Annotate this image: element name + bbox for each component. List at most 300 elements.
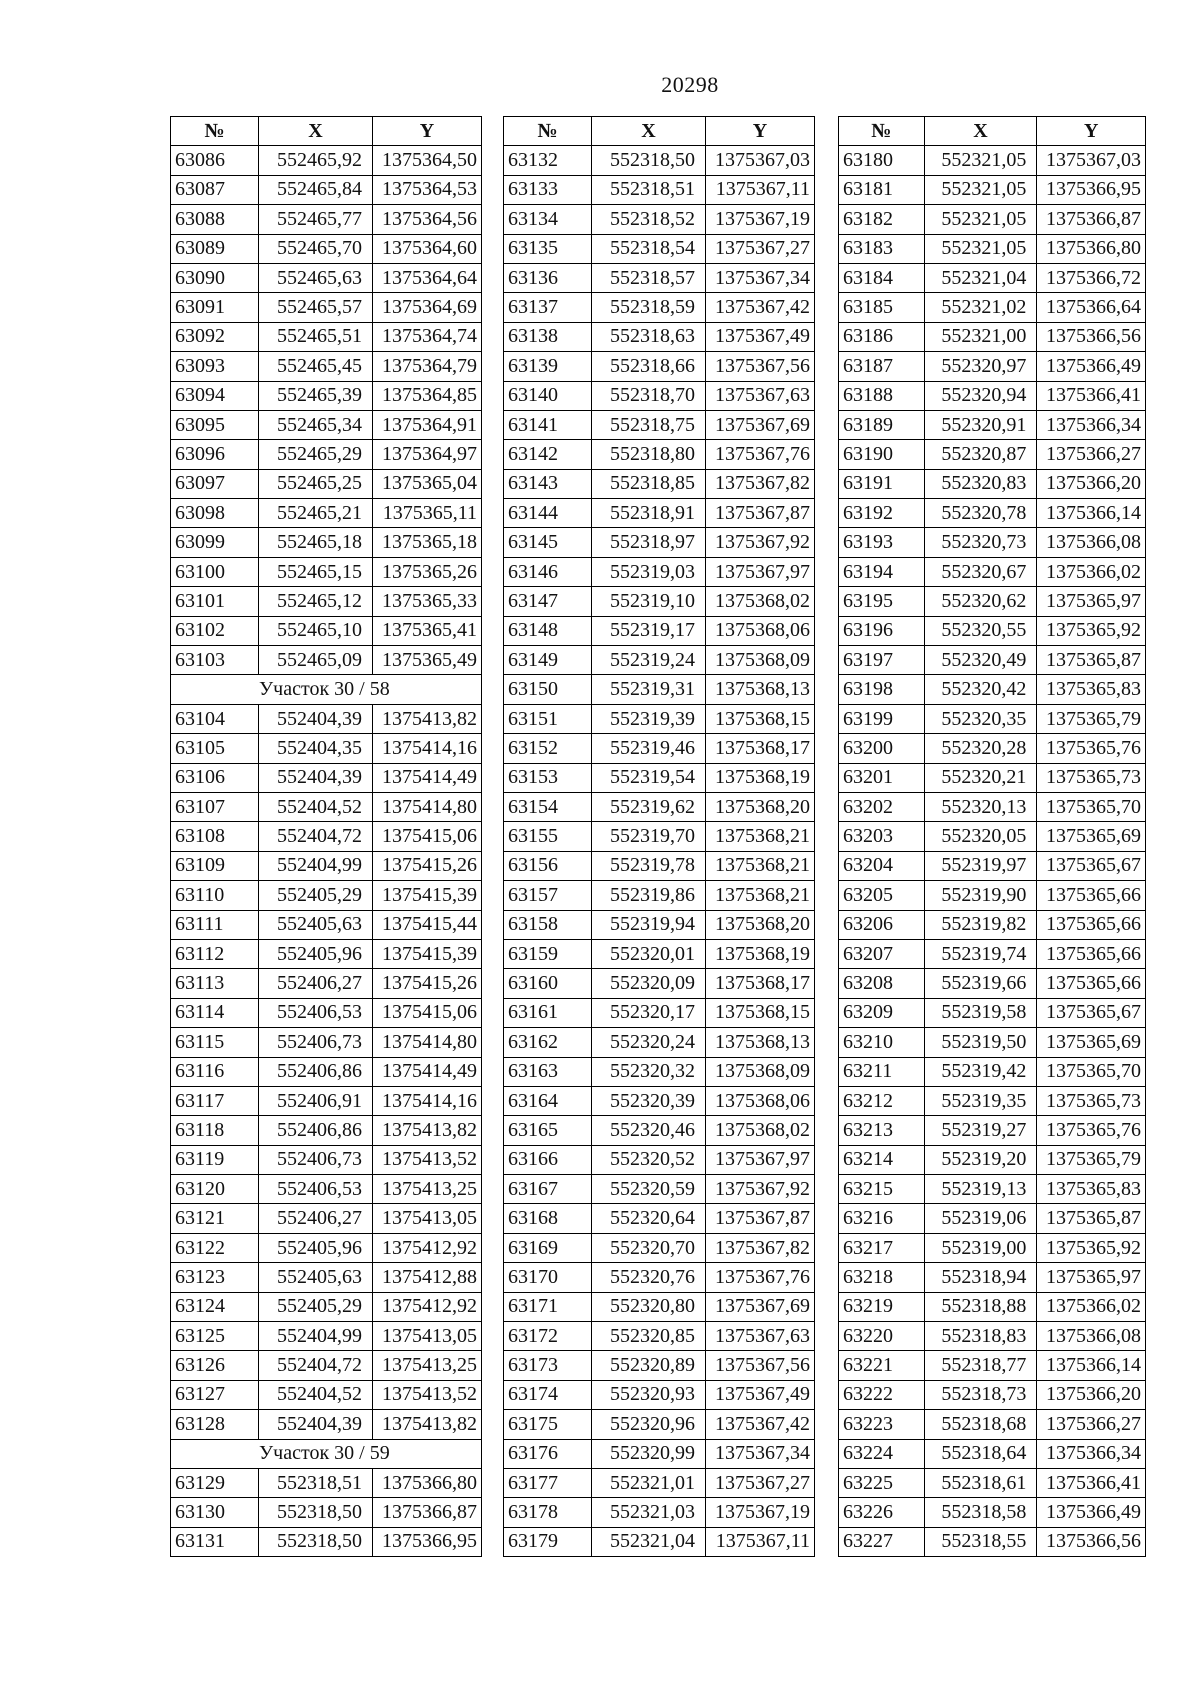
table-row xyxy=(171,557,482,586)
coord-x: 552318,88 xyxy=(924,1292,1037,1321)
coord-y: 1375413,82 xyxy=(373,704,482,733)
coord-x: 552319,20 xyxy=(924,1145,1037,1174)
point-number: 63181 xyxy=(839,175,925,204)
point-number: 63146 xyxy=(504,557,592,586)
coord-y: 1375368,19 xyxy=(706,939,815,968)
table-row xyxy=(504,146,815,175)
coord-y: 1375367,03 xyxy=(1037,146,1146,175)
header-x: X xyxy=(924,117,1037,146)
coord-x: 552404,99 xyxy=(259,851,373,880)
coord-y: 1375367,19 xyxy=(706,1498,815,1527)
coord-y: 1375365,66 xyxy=(1037,939,1146,968)
coord-x: 552318,75 xyxy=(592,410,706,439)
point-number: 63180 xyxy=(839,146,925,175)
coord-x: 552318,57 xyxy=(592,263,706,292)
coord-x: 552320,91 xyxy=(924,410,1037,439)
point-number: 63133 xyxy=(504,175,592,204)
coord-y: 1375365,97 xyxy=(1037,1263,1146,1292)
coord-x: 552321,02 xyxy=(924,293,1037,322)
point-number: 63206 xyxy=(839,910,925,939)
point-number: 63217 xyxy=(839,1233,925,1262)
coord-x: 552465,10 xyxy=(259,616,373,645)
point-number: 63203 xyxy=(839,822,925,851)
table-row xyxy=(504,528,815,557)
point-number: 63132 xyxy=(504,146,592,175)
table-row xyxy=(171,1116,482,1145)
coord-y: 1375368,13 xyxy=(706,675,815,704)
point-number: 63174 xyxy=(504,1380,592,1409)
table-row xyxy=(839,939,1146,968)
table-row xyxy=(839,1263,1146,1292)
table-row xyxy=(839,763,1146,792)
coord-y: 1375365,18 xyxy=(373,528,482,557)
header-row xyxy=(839,117,1146,146)
point-number: 63121 xyxy=(171,1204,259,1233)
point-number: 63113 xyxy=(171,969,259,998)
coord-y: 1375364,69 xyxy=(373,293,482,322)
point-number: 63173 xyxy=(504,1351,592,1380)
coord-y: 1375367,42 xyxy=(706,1410,815,1439)
table-row xyxy=(171,822,482,851)
table-row xyxy=(839,557,1146,586)
coord-y: 1375368,21 xyxy=(706,822,815,851)
table-row xyxy=(839,1028,1146,1057)
coord-x: 552318,97 xyxy=(592,528,706,557)
table-row xyxy=(504,1292,815,1321)
coord-x: 552319,00 xyxy=(924,1233,1037,1262)
point-number: 63122 xyxy=(171,1233,259,1262)
point-number: 63134 xyxy=(504,205,592,234)
point-number: 63101 xyxy=(171,587,259,616)
coord-y: 1375413,05 xyxy=(373,1204,482,1233)
coord-y: 1375367,87 xyxy=(706,499,815,528)
table-row xyxy=(839,1292,1146,1321)
coord-x: 552318,50 xyxy=(259,1527,373,1556)
coord-y: 1375364,56 xyxy=(373,205,482,234)
point-number: 63209 xyxy=(839,998,925,1027)
point-number: 63182 xyxy=(839,205,925,234)
coord-x: 552318,80 xyxy=(592,440,706,469)
table-row xyxy=(839,469,1146,498)
coord-x: 552321,03 xyxy=(592,1498,706,1527)
table-row xyxy=(171,704,482,733)
coord-y: 1375368,15 xyxy=(706,998,815,1027)
coord-y: 1375365,66 xyxy=(1037,881,1146,910)
coord-x: 552319,62 xyxy=(592,792,706,821)
coord-x: 552319,31 xyxy=(592,675,706,704)
table-row xyxy=(504,175,815,204)
coord-x: 552321,04 xyxy=(924,263,1037,292)
point-number: 63224 xyxy=(839,1439,925,1468)
coord-y: 1375367,42 xyxy=(706,293,815,322)
coord-y: 1375367,49 xyxy=(706,1380,815,1409)
coord-y: 1375365,73 xyxy=(1037,1086,1146,1115)
point-number: 63138 xyxy=(504,322,592,351)
point-number: 63115 xyxy=(171,1028,259,1057)
point-number: 63168 xyxy=(504,1204,592,1233)
coord-y: 1375367,92 xyxy=(706,528,815,557)
coord-y: 1375364,64 xyxy=(373,263,482,292)
table-row xyxy=(171,410,482,439)
coord-y: 1375412,88 xyxy=(373,1263,482,1292)
coord-x: 552320,24 xyxy=(592,1028,706,1057)
table-row xyxy=(504,1380,815,1409)
point-number: 63218 xyxy=(839,1263,925,1292)
coord-y: 1375367,82 xyxy=(706,469,815,498)
coord-x: 552320,97 xyxy=(924,352,1037,381)
table-row xyxy=(171,469,482,498)
point-number: 63131 xyxy=(171,1527,259,1556)
coord-x: 552465,70 xyxy=(259,234,373,263)
point-number: 63215 xyxy=(839,1175,925,1204)
coord-x: 552318,51 xyxy=(259,1468,373,1497)
table-row xyxy=(504,1263,815,1292)
coord-x: 552320,32 xyxy=(592,1057,706,1086)
table-row xyxy=(839,1233,1146,1262)
coord-x: 552319,39 xyxy=(592,704,706,733)
table-row xyxy=(171,293,482,322)
coord-x: 552318,55 xyxy=(924,1527,1037,1556)
point-number: 63088 xyxy=(171,205,259,234)
coord-x: 552465,84 xyxy=(259,175,373,204)
table-row xyxy=(171,792,482,821)
coord-x: 552319,50 xyxy=(924,1028,1037,1057)
coord-y: 1375368,21 xyxy=(706,881,815,910)
table-row xyxy=(839,146,1146,175)
point-number: 63147 xyxy=(504,587,592,616)
point-number: 63186 xyxy=(839,322,925,351)
table-row xyxy=(839,1204,1146,1233)
table-row xyxy=(504,469,815,498)
table-row xyxy=(504,587,815,616)
coord-x: 552320,21 xyxy=(924,763,1037,792)
coord-y: 1375366,87 xyxy=(1037,205,1146,234)
point-number: 63127 xyxy=(171,1380,259,1409)
coord-x: 552406,27 xyxy=(259,969,373,998)
table-row xyxy=(171,1145,482,1174)
coordinate-table-1 xyxy=(170,116,482,1557)
coord-x: 552321,05 xyxy=(924,234,1037,263)
section-label: Участок 30 / 58 xyxy=(171,675,482,704)
point-number: 63176 xyxy=(504,1439,592,1468)
coord-x: 552404,39 xyxy=(259,763,373,792)
coord-y: 1375366,41 xyxy=(1037,1468,1146,1497)
point-number: 63155 xyxy=(504,822,592,851)
table-row xyxy=(504,1175,815,1204)
table-row xyxy=(504,851,815,880)
point-number: 63219 xyxy=(839,1292,925,1321)
coord-y: 1375366,95 xyxy=(1037,175,1146,204)
table-row xyxy=(839,1116,1146,1145)
coord-x: 552319,66 xyxy=(924,969,1037,998)
point-number: 63148 xyxy=(504,616,592,645)
table-row xyxy=(504,1322,815,1351)
coord-y: 1375364,50 xyxy=(373,146,482,175)
table-row xyxy=(504,1233,815,1262)
coord-y: 1375366,56 xyxy=(1037,1527,1146,1556)
point-number: 63091 xyxy=(171,293,259,322)
point-number: 63092 xyxy=(171,322,259,351)
table-row xyxy=(171,205,482,234)
coord-x: 552406,53 xyxy=(259,998,373,1027)
table-row xyxy=(171,1498,482,1527)
point-number: 63140 xyxy=(504,381,592,410)
point-number: 63214 xyxy=(839,1145,925,1174)
coord-y: 1375365,69 xyxy=(1037,1028,1146,1057)
coord-x: 552319,78 xyxy=(592,851,706,880)
point-number: 63196 xyxy=(839,616,925,645)
table-row xyxy=(171,499,482,528)
header-row xyxy=(171,117,482,146)
table-row xyxy=(839,792,1146,821)
coord-x: 552320,28 xyxy=(924,734,1037,763)
coord-x: 552318,73 xyxy=(924,1380,1037,1409)
table-row xyxy=(504,792,815,821)
header-number: № xyxy=(839,117,925,146)
table-row xyxy=(839,1175,1146,1204)
coord-x: 552465,29 xyxy=(259,440,373,469)
coord-x: 552318,54 xyxy=(592,234,706,263)
coord-x: 552318,77 xyxy=(924,1351,1037,1380)
table-row xyxy=(171,939,482,968)
coord-y: 1375365,69 xyxy=(1037,822,1146,851)
point-number: 63149 xyxy=(504,646,592,675)
coordinate-table-3 xyxy=(838,116,1146,1557)
coord-y: 1375414,80 xyxy=(373,1028,482,1057)
coord-y: 1375368,17 xyxy=(706,734,815,763)
point-number: 63213 xyxy=(839,1116,925,1145)
coord-x: 552406,53 xyxy=(259,1175,373,1204)
table-row xyxy=(504,822,815,851)
table-row xyxy=(504,1527,815,1556)
coord-y: 1375415,44 xyxy=(373,910,482,939)
coord-x: 552319,03 xyxy=(592,557,706,586)
coord-y: 1375367,76 xyxy=(706,1263,815,1292)
point-number: 63106 xyxy=(171,763,259,792)
coord-y: 1375368,19 xyxy=(706,763,815,792)
table-row xyxy=(839,1145,1146,1174)
table-row xyxy=(839,822,1146,851)
table-row xyxy=(504,440,815,469)
coord-y: 1375367,63 xyxy=(706,381,815,410)
point-number: 63216 xyxy=(839,1204,925,1233)
coord-x: 552320,09 xyxy=(592,969,706,998)
coord-x: 552404,52 xyxy=(259,792,373,821)
table-row xyxy=(504,1351,815,1380)
coord-y: 1375368,09 xyxy=(706,646,815,675)
point-number: 63103 xyxy=(171,646,259,675)
point-number: 63157 xyxy=(504,881,592,910)
table-row xyxy=(504,969,815,998)
coord-y: 1375414,49 xyxy=(373,763,482,792)
coord-x: 552320,99 xyxy=(592,1439,706,1468)
coord-x: 552406,86 xyxy=(259,1116,373,1145)
table-row xyxy=(504,410,815,439)
table-row xyxy=(839,499,1146,528)
coord-y: 1375366,49 xyxy=(1037,352,1146,381)
coord-y: 1375365,66 xyxy=(1037,969,1146,998)
coord-x: 552318,64 xyxy=(924,1439,1037,1468)
table-row xyxy=(171,1204,482,1233)
point-number: 63137 xyxy=(504,293,592,322)
coord-y: 1375365,70 xyxy=(1037,792,1146,821)
coord-y: 1375367,56 xyxy=(706,352,815,381)
point-number: 63156 xyxy=(504,851,592,880)
section-row xyxy=(171,1439,482,1468)
coord-x: 552465,15 xyxy=(259,557,373,586)
table-row xyxy=(839,881,1146,910)
table-row xyxy=(839,675,1146,704)
table-row xyxy=(839,440,1146,469)
coord-y: 1375368,06 xyxy=(706,616,815,645)
point-number: 63193 xyxy=(839,528,925,557)
coord-x: 552465,51 xyxy=(259,322,373,351)
coord-x: 552318,59 xyxy=(592,293,706,322)
coord-x: 552406,91 xyxy=(259,1086,373,1115)
point-number: 63189 xyxy=(839,410,925,439)
header-number: № xyxy=(504,117,592,146)
point-number: 63123 xyxy=(171,1263,259,1292)
coord-x: 552320,76 xyxy=(592,1263,706,1292)
table-row xyxy=(171,910,482,939)
coord-y: 1375414,49 xyxy=(373,1057,482,1086)
coord-x: 552321,05 xyxy=(924,205,1037,234)
point-number: 63098 xyxy=(171,499,259,528)
table-row xyxy=(839,734,1146,763)
table-row xyxy=(171,352,482,381)
header-y: Y xyxy=(706,117,815,146)
table-row xyxy=(504,881,815,910)
coord-y: 1375413,05 xyxy=(373,1322,482,1351)
table-row xyxy=(171,322,482,351)
table-row xyxy=(839,410,1146,439)
coord-y: 1375365,76 xyxy=(1037,734,1146,763)
point-number: 63191 xyxy=(839,469,925,498)
coord-y: 1375368,15 xyxy=(706,704,815,733)
point-number: 63109 xyxy=(171,851,259,880)
coord-y: 1375415,06 xyxy=(373,822,482,851)
table-row xyxy=(839,616,1146,645)
coord-y: 1375415,26 xyxy=(373,851,482,880)
section-label: Участок 30 / 59 xyxy=(171,1439,482,1468)
point-number: 63184 xyxy=(839,263,925,292)
table-row xyxy=(171,1233,482,1262)
coord-y: 1375364,85 xyxy=(373,381,482,410)
coord-x: 552406,27 xyxy=(259,1204,373,1233)
point-number: 63175 xyxy=(504,1410,592,1439)
table-row xyxy=(504,1410,815,1439)
coord-y: 1375367,03 xyxy=(706,146,815,175)
coord-y: 1375365,66 xyxy=(1037,910,1146,939)
point-number: 63159 xyxy=(504,939,592,968)
point-number: 63194 xyxy=(839,557,925,586)
table-row xyxy=(171,1322,482,1351)
coord-x: 552318,58 xyxy=(924,1498,1037,1527)
table-row xyxy=(504,1028,815,1057)
coord-x: 552320,62 xyxy=(924,587,1037,616)
point-number: 63150 xyxy=(504,675,592,704)
coord-x: 552318,70 xyxy=(592,381,706,410)
coord-x: 552406,73 xyxy=(259,1028,373,1057)
coord-x: 552321,04 xyxy=(592,1527,706,1556)
coord-y: 1375366,41 xyxy=(1037,381,1146,410)
table-row xyxy=(504,1057,815,1086)
table-row xyxy=(171,734,482,763)
coordinate-table-2 xyxy=(503,116,815,1557)
coord-y: 1375367,69 xyxy=(706,1292,815,1321)
coord-y: 1375366,27 xyxy=(1037,440,1146,469)
coord-y: 1375366,95 xyxy=(373,1527,482,1556)
coord-y: 1375366,72 xyxy=(1037,263,1146,292)
table-row xyxy=(171,1380,482,1409)
coord-y: 1375366,27 xyxy=(1037,1410,1146,1439)
coord-y: 1375415,06 xyxy=(373,998,482,1027)
coord-x: 552319,90 xyxy=(924,881,1037,910)
table-row xyxy=(839,1410,1146,1439)
table-row xyxy=(839,293,1146,322)
point-number: 63170 xyxy=(504,1263,592,1292)
coord-x: 552320,93 xyxy=(592,1380,706,1409)
coord-x: 552405,29 xyxy=(259,881,373,910)
point-number: 63171 xyxy=(504,1292,592,1321)
table-row xyxy=(171,528,482,557)
coord-y: 1375366,80 xyxy=(373,1468,482,1497)
table-row xyxy=(839,851,1146,880)
coord-y: 1375414,16 xyxy=(373,734,482,763)
coord-y: 1375367,92 xyxy=(706,1175,815,1204)
table-row xyxy=(839,1468,1146,1497)
coord-y: 1375366,80 xyxy=(1037,234,1146,263)
point-number: 63172 xyxy=(504,1322,592,1351)
point-number: 63169 xyxy=(504,1233,592,1262)
coord-y: 1375413,82 xyxy=(373,1410,482,1439)
table-row xyxy=(504,1145,815,1174)
table-row xyxy=(504,499,815,528)
coord-y: 1375364,91 xyxy=(373,410,482,439)
coord-x: 552465,92 xyxy=(259,146,373,175)
table-row xyxy=(839,910,1146,939)
coord-x: 552319,27 xyxy=(924,1116,1037,1145)
coord-y: 1375412,92 xyxy=(373,1292,482,1321)
coord-y: 1375365,26 xyxy=(373,557,482,586)
coord-x: 552318,68 xyxy=(924,1410,1037,1439)
coord-x: 552319,24 xyxy=(592,646,706,675)
coord-x: 552319,13 xyxy=(924,1175,1037,1204)
table-row xyxy=(504,263,815,292)
table-row xyxy=(504,675,815,704)
section-row xyxy=(171,675,482,704)
table-row xyxy=(171,1175,482,1204)
coord-y: 1375368,02 xyxy=(706,1116,815,1145)
coord-x: 552405,96 xyxy=(259,939,373,968)
table-row xyxy=(171,1527,482,1556)
table-row xyxy=(171,851,482,880)
coord-x: 552404,39 xyxy=(259,704,373,733)
coord-x: 552404,99 xyxy=(259,1322,373,1351)
coord-y: 1375366,14 xyxy=(1037,1351,1146,1380)
coord-x: 552465,77 xyxy=(259,205,373,234)
coord-x: 552465,09 xyxy=(259,646,373,675)
coord-y: 1375367,97 xyxy=(706,1145,815,1174)
coord-x: 552320,80 xyxy=(592,1292,706,1321)
table-row xyxy=(171,646,482,675)
table-row xyxy=(171,146,482,175)
point-number: 63162 xyxy=(504,1028,592,1057)
coord-x: 552320,59 xyxy=(592,1175,706,1204)
coord-y: 1375415,26 xyxy=(373,969,482,998)
coord-y: 1375365,33 xyxy=(373,587,482,616)
coord-x: 552318,85 xyxy=(592,469,706,498)
